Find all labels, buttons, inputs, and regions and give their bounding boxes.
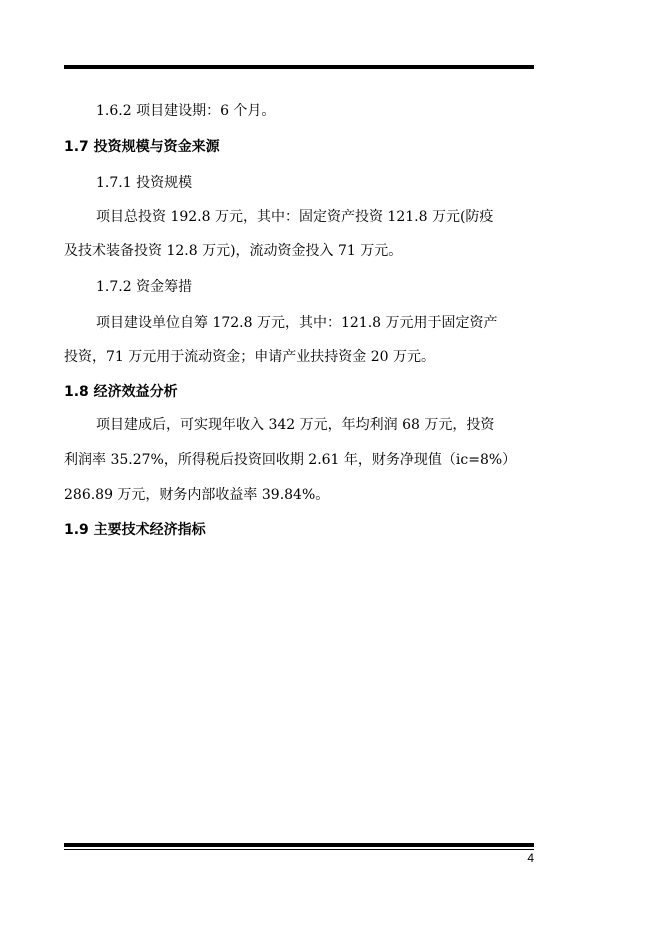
- paragraph-line: 项目总投资 192.8 万元，其中：固定资产投资 121.8 万元(防疫: [96, 209, 494, 225]
- header-rule: [64, 65, 534, 69]
- footer-rule-thin: [64, 849, 534, 850]
- paragraph-line: 286.89 万元，财务内部收益率 39.84%。: [64, 487, 330, 503]
- section-heading-investment: 1.7 投资规模与资金来源: [64, 139, 220, 155]
- footer-rule: [64, 843, 534, 847]
- paragraph-line: 及技术装备投资 12.8 万元)，流动资金投入 71 万元。: [64, 243, 403, 259]
- page-number: 4: [527, 851, 534, 865]
- construction-period-text: 1.6.2 项目建设期：6 个月。: [96, 103, 276, 119]
- section-heading-economic: 1.8 经济效益分析: [64, 384, 178, 400]
- paragraph-line: 投资，71 万元用于流动资金；申请产业扶持资金 20 万元。: [64, 349, 435, 365]
- section-heading-indicators: 1.9 主要技术经济指标: [64, 522, 206, 538]
- subsection-heading-funding: 1.7.2 资金筹措: [96, 279, 193, 295]
- paragraph-line: 项目建设单位自筹 172.8 万元，其中：121.8 万元用于固定资产: [96, 315, 498, 331]
- paragraph-line: 项目建成后，可实现年收入 342 万元，年均利润 68 万元，投资: [96, 417, 495, 433]
- paragraph-line: 利润率 35.27%，所得税后投资回收期 2.61 年，财务净现值（ic=8%）: [64, 452, 517, 468]
- subsection-heading-investment-scale: 1.7.1 投资规模: [96, 175, 193, 191]
